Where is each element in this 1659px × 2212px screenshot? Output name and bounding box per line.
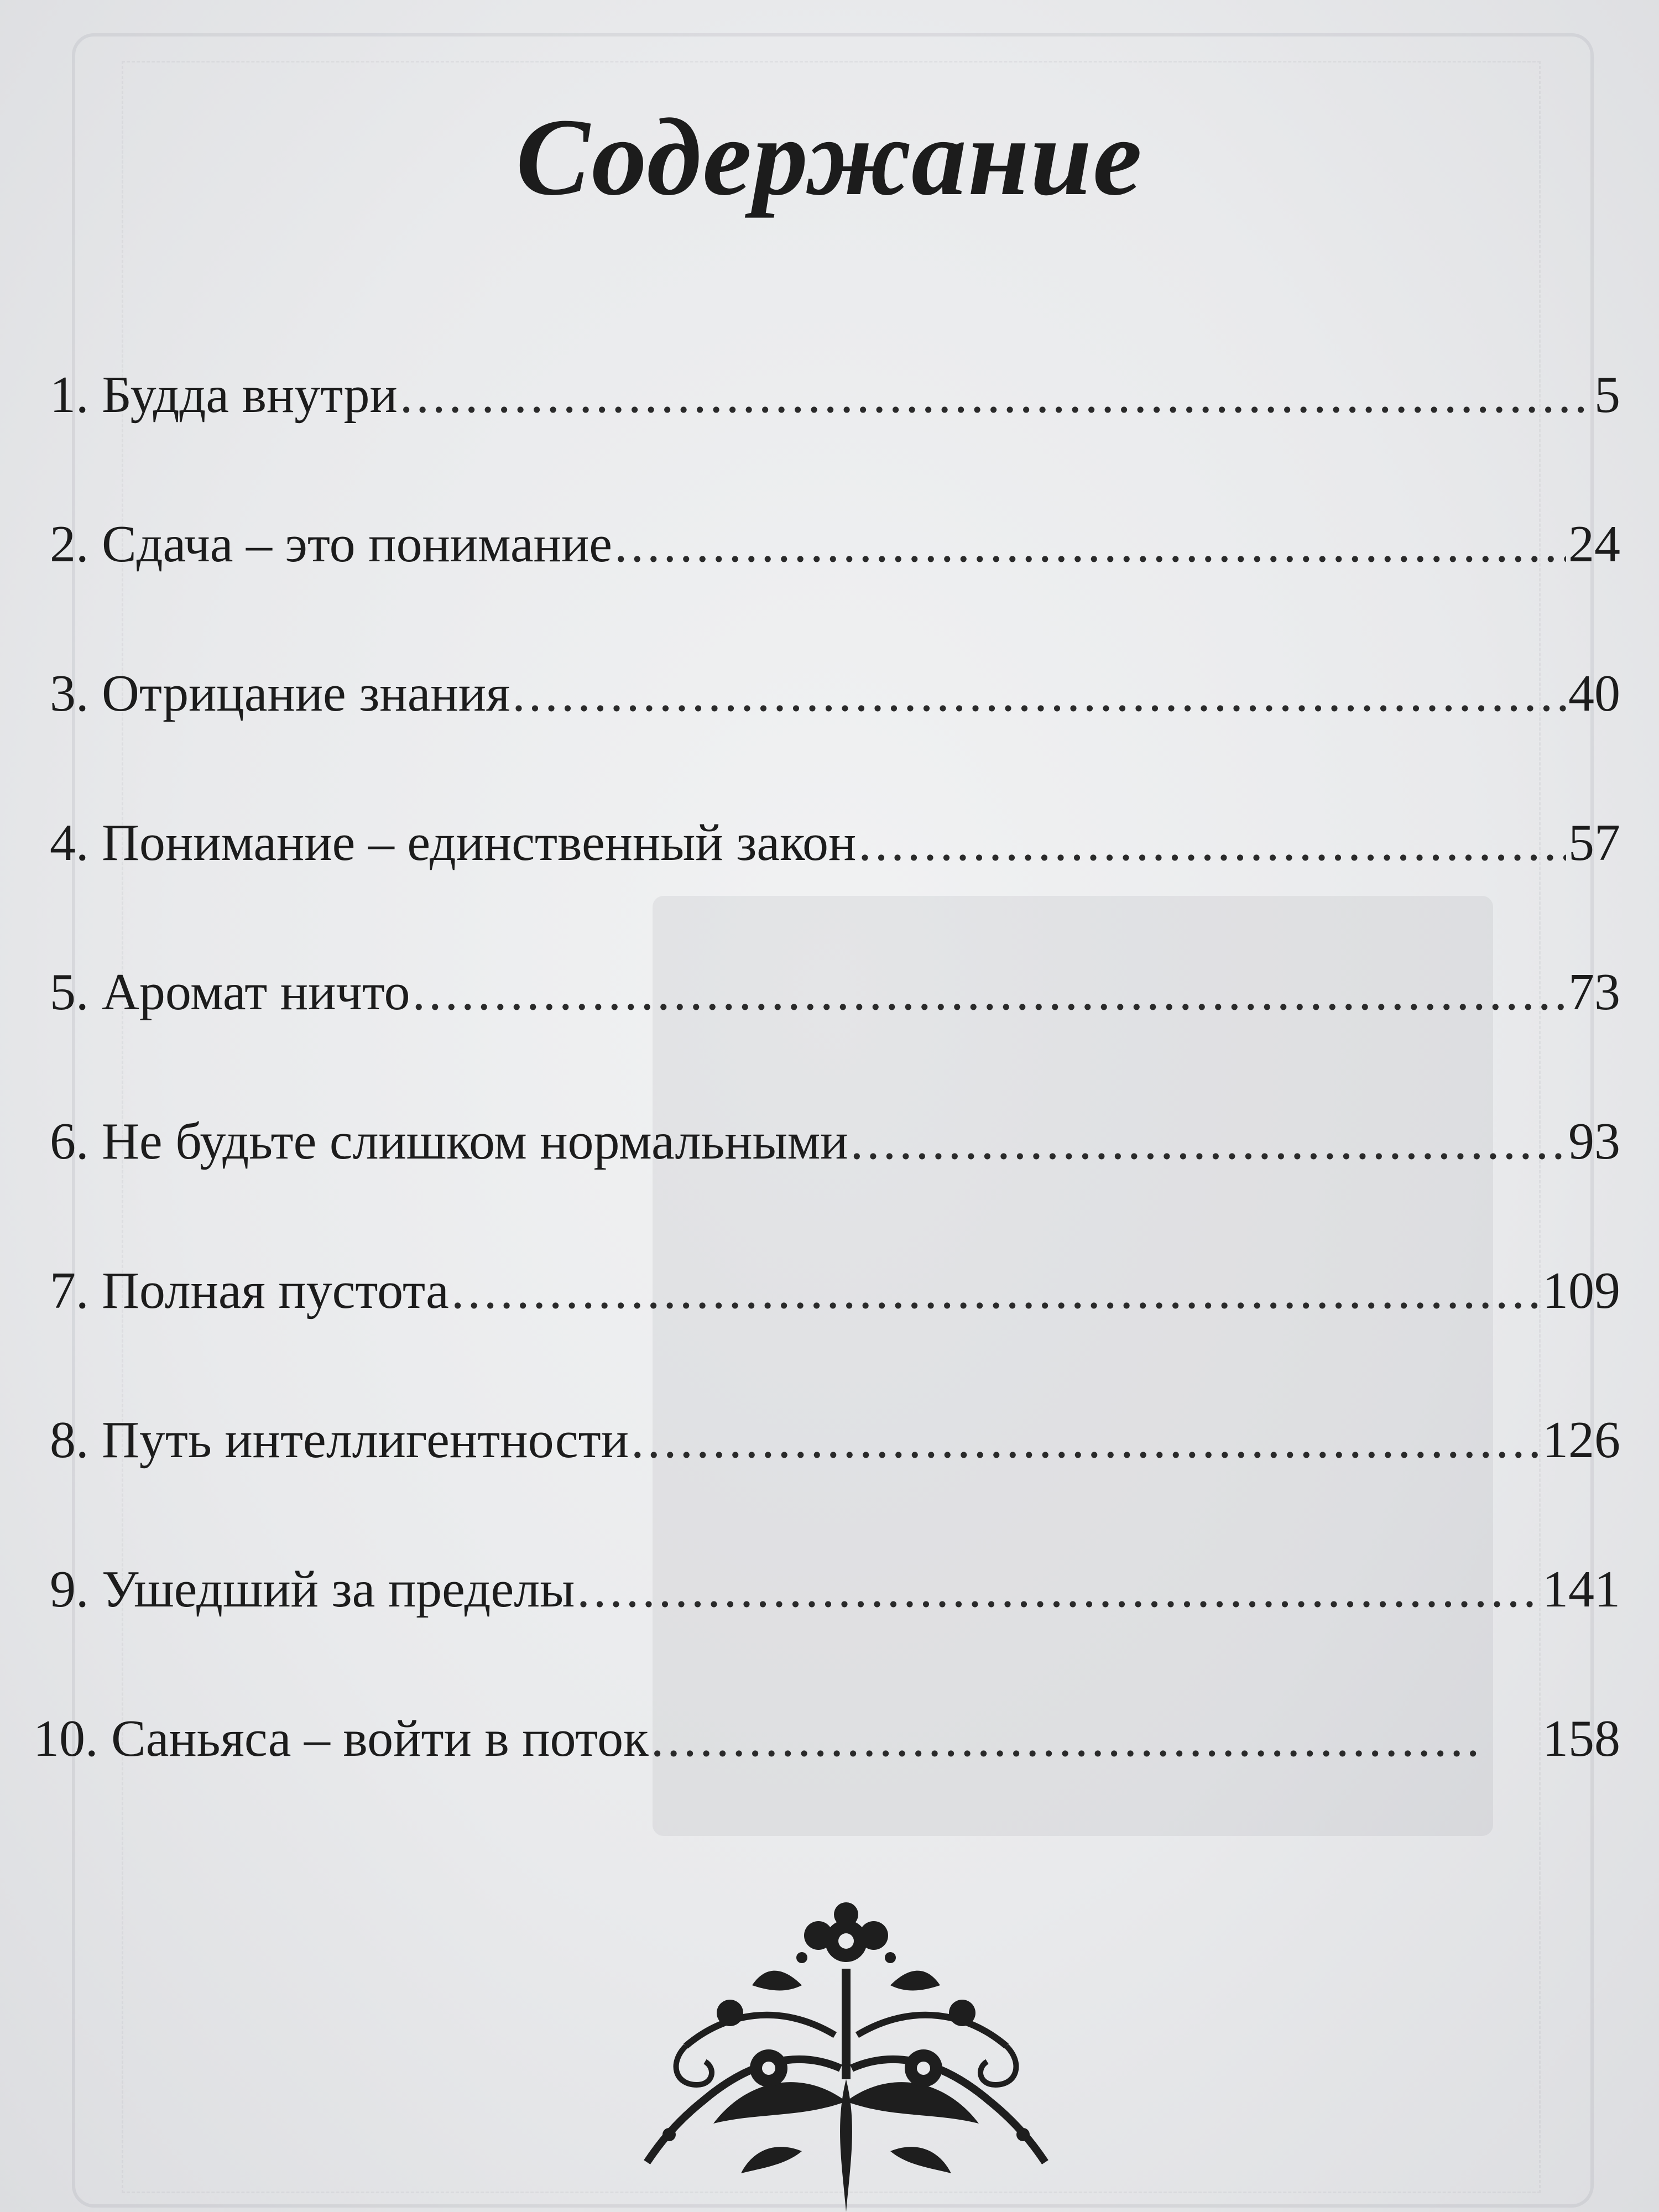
toc-entry[interactable]: [50, 1261, 1620, 1344]
toc-entry-page: 126: [1542, 1411, 1620, 1469]
toc-entry-page: 24: [1568, 515, 1620, 573]
toc-entry-page: 5: [1594, 366, 1620, 424]
toc-entry-page: 57: [1568, 814, 1620, 872]
toc-entry-number: 5.: [50, 963, 102, 1021]
toc-entry-number: 1.: [50, 366, 102, 424]
toc-dot-leader: [451, 1261, 1540, 1321]
toc-entry-title: Ушедший за пределы: [102, 1561, 575, 1618]
toc-entry-number: 3.: [50, 665, 102, 722]
floral-vignette-icon: [636, 1902, 1056, 2212]
toc-dot-leader: [577, 1559, 1540, 1619]
toc-entry-number: 7.: [50, 1262, 102, 1319]
toc-entry-title: Путь интеллигентности: [102, 1411, 629, 1469]
toc-entry-page: 93: [1568, 1113, 1620, 1170]
toc-entry-page: 40: [1568, 665, 1620, 722]
toc-entry[interactable]: [50, 365, 1620, 448]
toc-entry-title: Саньяса – войти в поток: [111, 1710, 649, 1767]
toc-entry[interactable]: [50, 962, 1620, 1045]
toc-entry-number: 4.: [50, 814, 102, 872]
toc-dot-leader: [614, 514, 1566, 574]
toc-dot-leader: [858, 813, 1566, 873]
toc-entry-title: Отрицание знания: [102, 665, 510, 722]
toc-entry-number: 8.: [50, 1411, 102, 1469]
toc-entry-title: Не будьте слишком нормальными: [102, 1113, 848, 1170]
toc-entry-number: 6.: [50, 1113, 102, 1170]
toc-dot-leader: [400, 365, 1592, 425]
toc-entry-title: Аромат ничто: [102, 963, 410, 1021]
toc-dot-leader: [413, 962, 1566, 1022]
toc-entry[interactable]: [50, 664, 1620, 747]
toc-entry[interactable]: [50, 1410, 1620, 1493]
toc-entry-title: Будда внутри: [102, 366, 398, 424]
toc-entry-title: Сдача – это понимание: [102, 515, 612, 573]
toc-entry-title: Полная пустота: [102, 1262, 449, 1319]
toc-dot-leader: [512, 664, 1566, 723]
toc-entry[interactable]: [50, 514, 1620, 597]
toc-entry-page: 141: [1542, 1561, 1620, 1618]
toc-dot-leader: [651, 1709, 1481, 1768]
toc-dot-leader: [631, 1410, 1540, 1470]
toc-entry-page: 109: [1542, 1262, 1620, 1319]
toc-entry[interactable]: [50, 1559, 1620, 1642]
toc-entry-number: 10.: [33, 1710, 111, 1767]
page-title: Содержание: [516, 96, 1143, 218]
toc-entry-page: 73: [1568, 963, 1620, 1021]
toc-dot-leader: [851, 1112, 1566, 1171]
toc-entry-title: Понимание – единственный закон: [102, 814, 857, 872]
toc-entry[interactable]: [50, 1112, 1620, 1194]
toc-entry-page: 158: [1542, 1710, 1620, 1767]
toc-entry[interactable]: [50, 813, 1620, 896]
toc-entry-number: 9.: [50, 1561, 102, 1618]
toc-entry-number: 2.: [50, 515, 102, 573]
toc-entry[interactable]: [33, 1709, 1620, 1792]
